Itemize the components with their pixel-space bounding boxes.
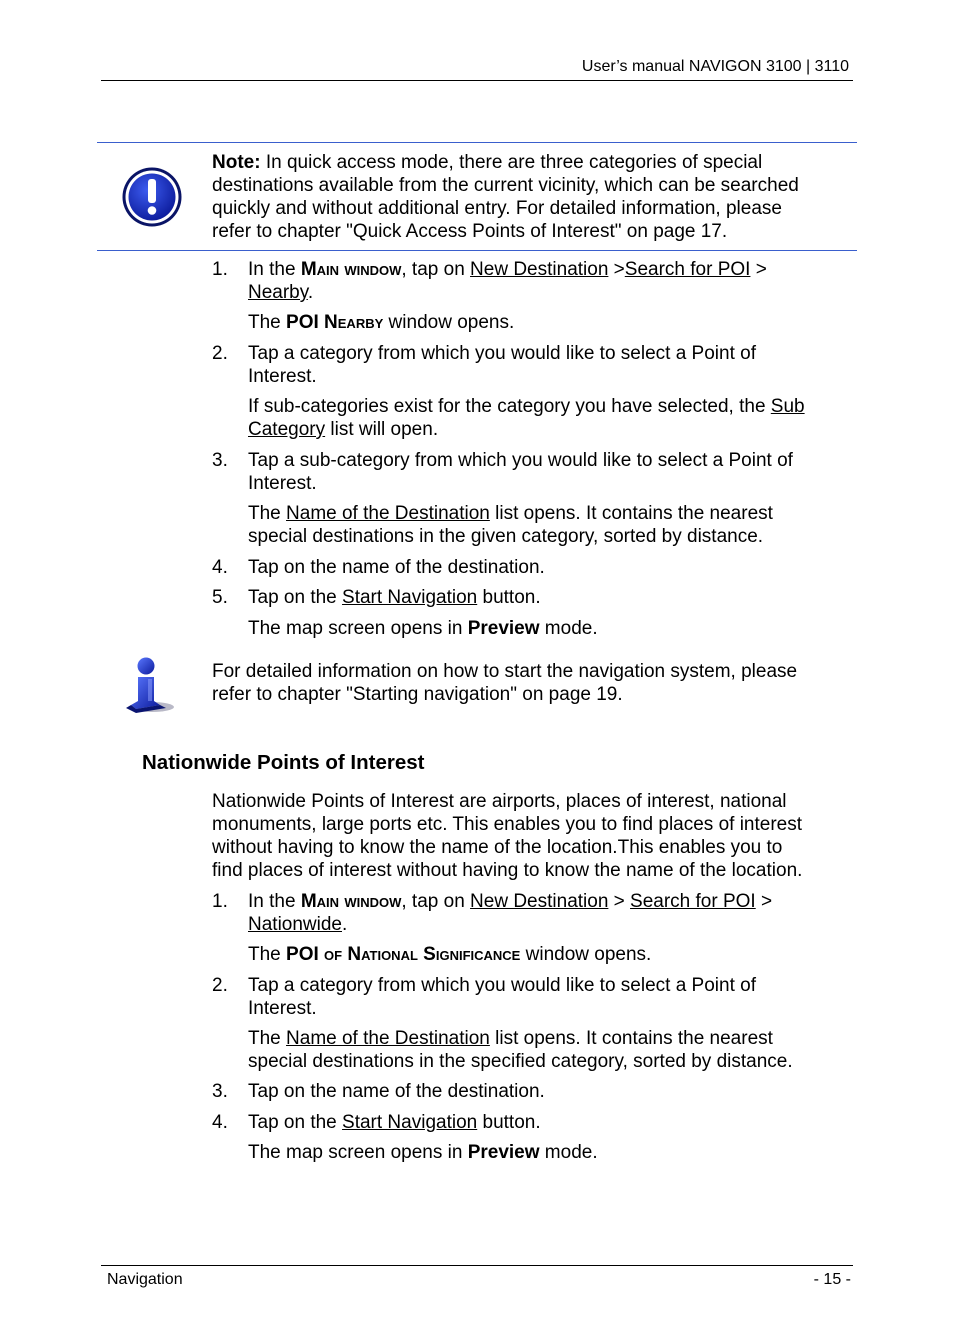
step-text: Tap on the name of the destination. [248,557,545,578]
list-item [212,556,842,579]
main-window-label: Main window [300,259,402,280]
steps-nearby [212,258,842,640]
list-item [212,974,842,1073]
name-of-destination-link[interactable]: Name of the Destination [286,503,490,524]
intro-line: monuments, large ports etc. This enables you to find places of interest [212,814,803,835]
step-number: 1. [212,259,228,280]
step-text: button. [477,587,541,608]
note-top-divider [97,142,857,143]
list-item [212,258,842,334]
list-item [212,1111,842,1164]
start-navigation-link[interactable]: Start Navigation [342,1112,478,1133]
poi-nearby-label: POI Nearby [286,312,384,333]
sub-category-link[interactable]: Category [248,419,326,440]
intro-line: Nationwide Points of Interest are airports, places of interest, national [212,791,787,812]
step-text: In the [248,259,301,280]
step-text: Interest. [248,366,317,387]
info-line: refer to chapter "Starting navigation" on page 19. [212,684,623,705]
step-text: . [342,914,348,935]
info-person-icon [122,655,178,715]
step-text: In the [248,891,301,912]
step-text: , tap on [401,891,471,912]
result-text: window opens. [383,312,515,333]
header-divider [101,80,853,81]
step-text: Tap on the [248,1112,343,1133]
section-heading: Nationwide Points of Interest [142,751,425,774]
result-text: mode. [539,618,598,639]
result-text: The [248,1028,287,1049]
note-label: Note: [212,152,261,173]
step-number: 2. [212,343,228,364]
main-window-label: Main window [300,891,402,912]
steps-nationwide [212,890,842,1164]
result-text: list opens. It contains the nearest [489,1028,773,1049]
exclamation-icon [121,166,183,228]
footer-divider [101,1265,853,1266]
poi-national-significance-label: POI of National Significance [286,944,521,965]
step-text: > [755,891,773,912]
step-text: Tap a category from which you would like to select a Point of [248,343,756,364]
footer-section: Navigation [107,1271,183,1288]
step-text: > [608,259,625,280]
step-text: , tap on [401,259,471,280]
intro-line: without having to know the name of the location.This enables you to [212,837,783,858]
start-navigation-link[interactable]: Start Navigation [342,587,478,608]
step-text: > [750,259,767,280]
list-item [212,1080,842,1103]
preview-label: Preview [467,1142,540,1163]
step-text: Interest. [248,473,317,494]
note-text [212,151,852,243]
step-text: Interest. [248,998,317,1019]
result-text: The map screen opens in [248,1142,468,1163]
result-text: special destinations in the specified category, sorted by distance. [248,1051,793,1072]
result-text: If sub-categories exist for the category you have selected, the [248,396,771,417]
result-text: special destinations in the given category, sorted by distance. [248,526,764,547]
step-text: . [307,282,314,303]
sub-category-link[interactable]: Sub [770,396,805,417]
step-number: 4. [212,1112,228,1133]
name-of-destination-link[interactable]: Name of the Destination [286,1028,490,1049]
search-for-poi-link[interactable]: Search for POI [630,891,756,912]
step-number: 5. [212,587,228,608]
result-text: The [248,503,287,524]
nationwide-link[interactable]: Nationwide [248,914,342,935]
note-line: quickly and without additional entry. For detailed information, please [212,198,782,219]
step-number: 2. [212,975,228,996]
list-item [212,586,842,640]
nearby-link[interactable]: Nearby [248,282,308,303]
page-number: - 15 - [813,1271,851,1288]
note-line: destinations available from the current vicinity, which can be searched [212,175,799,196]
result-text: The [248,944,287,965]
result-text: window opens. [520,944,652,965]
step-text: Tap a sub-category from which you would like to select a Point of [248,450,793,471]
search-for-poi-link[interactable]: Search for POI [624,259,751,280]
step-number: 1. [212,891,228,912]
intro-line: find places of interest without having to know the name of the location. [212,860,803,881]
info-line: For detailed information on how to start the navigation system, please [212,661,798,682]
result-text: mode. [539,1142,598,1163]
list-item [212,342,842,441]
section-intro [212,790,852,882]
note-line: refer to chapter "Quick Access Points of Interest" on page 17. [212,221,728,242]
result-text: The map screen opens in [248,618,468,639]
list-item [212,449,842,548]
result-text: list opens. It contains the nearest [489,503,773,524]
step-text: button. [477,1112,541,1133]
header-title: User’s manual NAVIGON 3100 | 3110 [581,58,849,75]
info-text [212,660,852,706]
list-item [212,890,842,966]
step-number: 3. [212,450,228,471]
result-text: The [248,312,287,333]
step-text: Tap on the name of the destination. [248,1081,545,1102]
step-text: Tap on the [248,587,343,608]
result-text: list will open. [325,419,439,440]
step-text: > [608,891,631,912]
preview-label: Preview [467,618,540,639]
step-number: 3. [212,1081,228,1102]
new-destination-link[interactable]: New Destination [470,259,609,280]
step-text: Tap a category from which you would like to select a Point of [248,975,756,996]
step-number: 4. [212,557,228,578]
note-line: In quick access mode, there are three categories of special [260,152,763,173]
note-bottom-divider [97,250,857,251]
new-destination-link[interactable]: New Destination [470,891,609,912]
